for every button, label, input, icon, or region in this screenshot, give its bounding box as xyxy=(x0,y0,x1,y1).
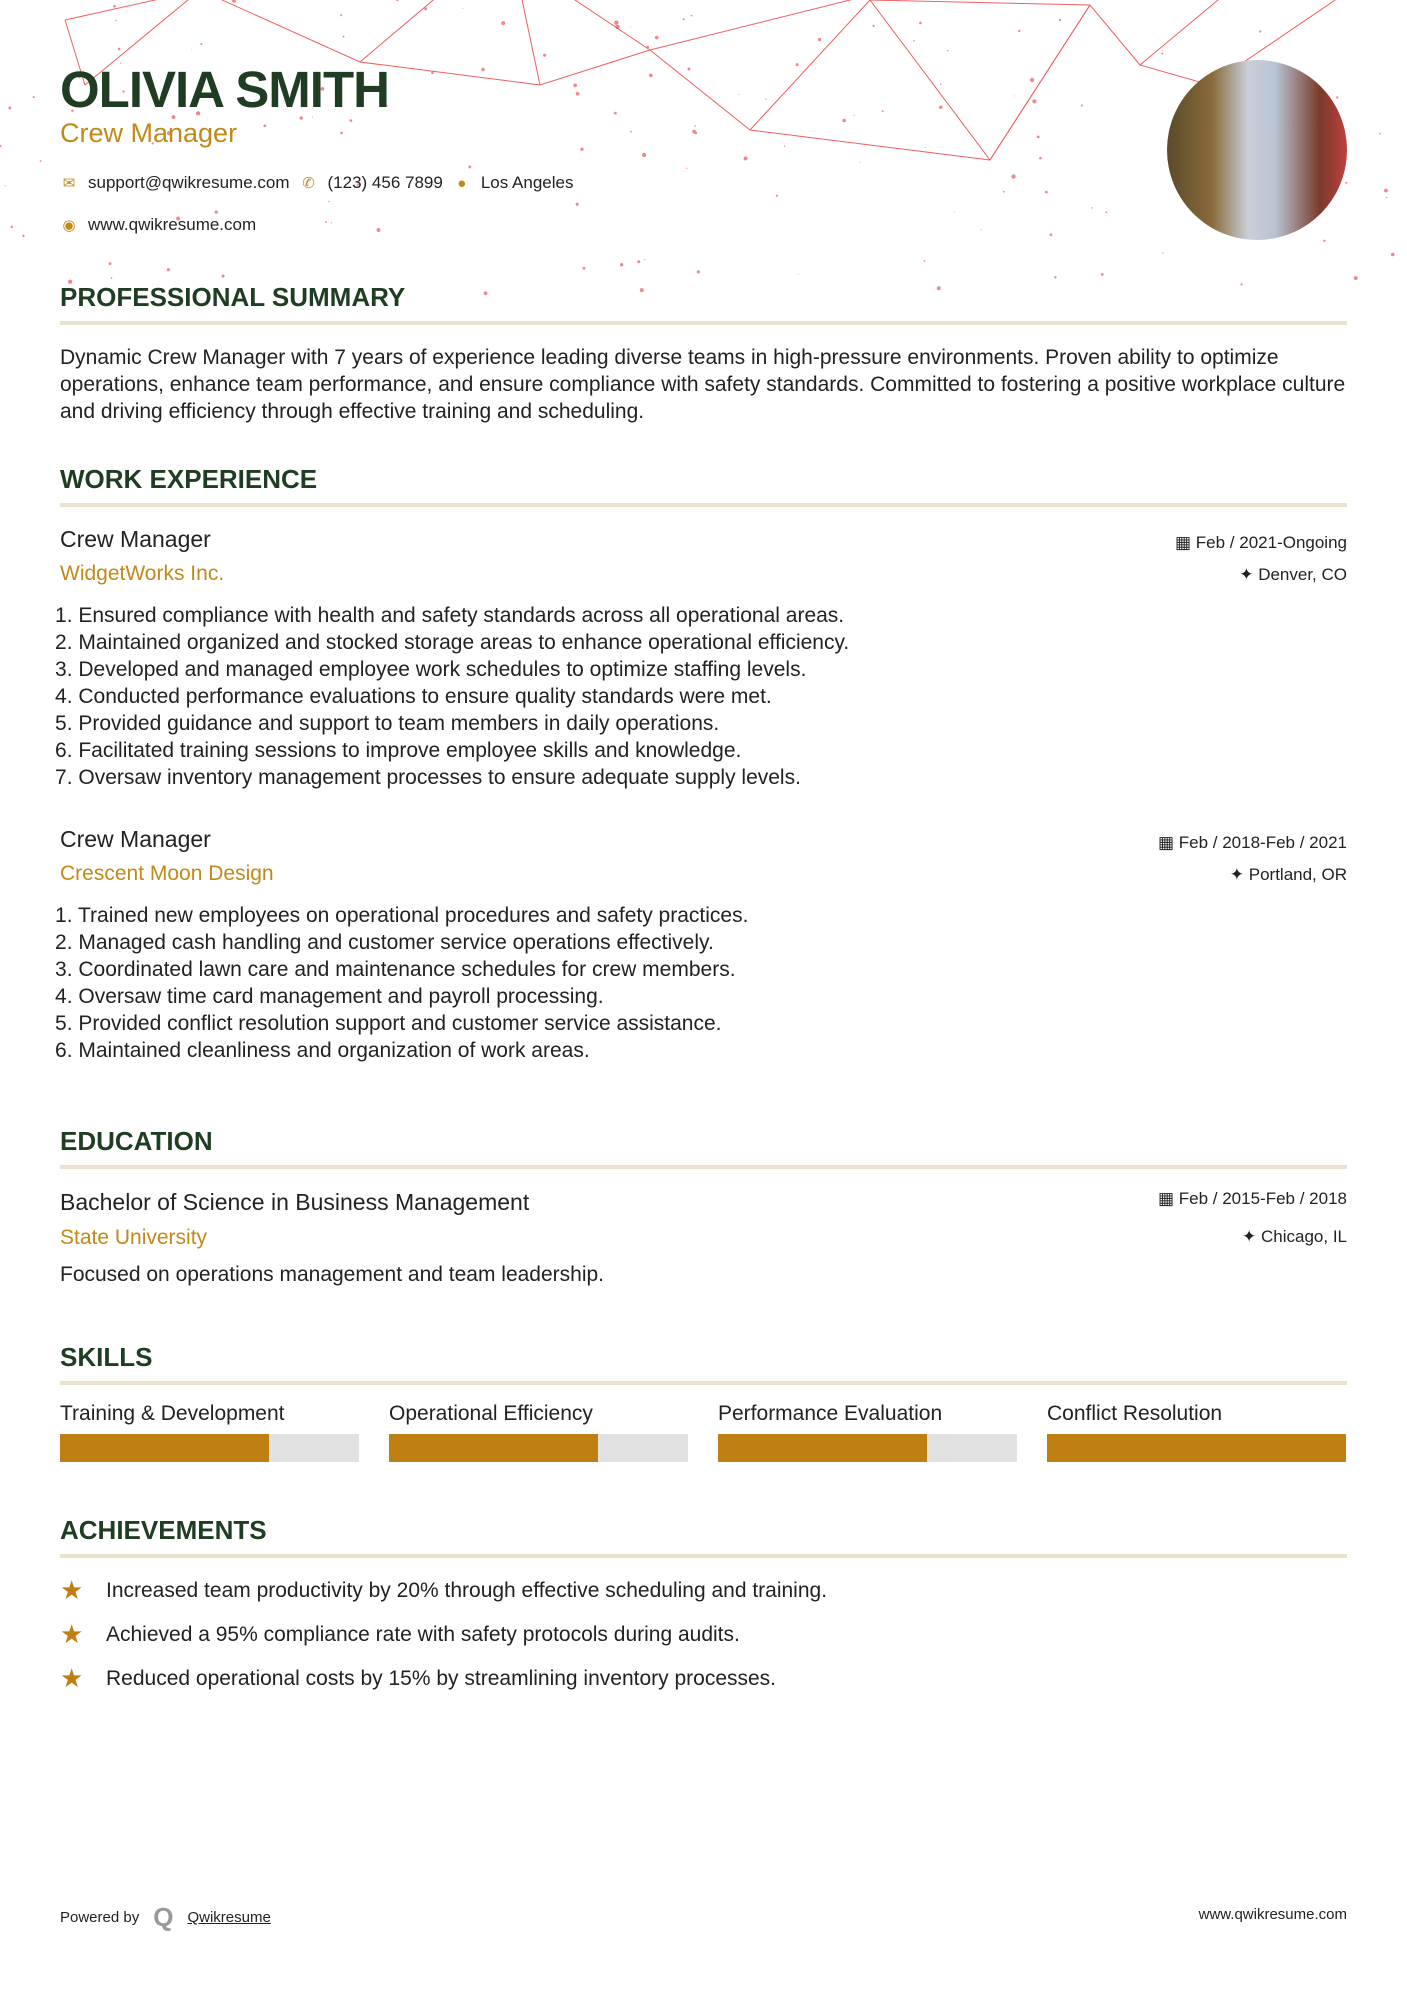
education-dates-text: Feb / 2015-Feb / 2018 xyxy=(1178,1189,1347,1208)
skill-item xyxy=(1047,1402,1346,1462)
network-dot xyxy=(637,260,640,263)
list-item: Coordinated lawn care and maintenance schedules for crew members. xyxy=(78,958,736,981)
network-dot xyxy=(1091,207,1093,209)
network-dot xyxy=(642,153,646,157)
network-dot xyxy=(981,229,982,230)
summary-text: Dynamic Crew Manager with 7 years of experience leading diverse teams in high-pressure environments. Proven ability to optimize operations, enhance team performance, and ensure compliance with safety standards. Committed to fostering a positive workplace culture and driving efficiency through effective training and scheduling. xyxy=(60,346,1346,423)
network-dot xyxy=(644,259,645,260)
network-dot xyxy=(1386,197,1387,198)
network-dot xyxy=(1030,78,1034,82)
website-link[interactable]: www.qwikresume.com xyxy=(88,215,257,234)
network-dot xyxy=(377,228,381,232)
network-dot xyxy=(115,20,116,21)
network-dot xyxy=(939,105,942,108)
network-dot xyxy=(1101,273,1104,276)
education-description: Focused on operations management and team leadership. xyxy=(60,1263,605,1286)
network-dot xyxy=(954,212,955,213)
network-dot xyxy=(191,49,192,50)
calendar-icon: ▦ xyxy=(1157,833,1179,852)
network-dot xyxy=(615,25,619,29)
location-text: Los Angeles xyxy=(480,173,574,192)
list-item: Developed and managed employee work schedules to optimize staffing levels. xyxy=(78,658,807,681)
network-dot xyxy=(649,74,653,78)
website-row xyxy=(60,215,256,235)
star-icon: ★ xyxy=(60,1619,84,1649)
star-icon: ★ xyxy=(60,1663,84,1693)
job-bullets xyxy=(55,902,748,1064)
network-dot xyxy=(647,46,650,49)
network-dot xyxy=(1105,211,1107,213)
network-dot xyxy=(738,94,739,95)
achievement-item xyxy=(60,1663,776,1694)
list-item: Provided guidance and support to team members in daily operations. xyxy=(78,712,720,735)
network-dot xyxy=(1162,252,1163,253)
footer-powered-by xyxy=(60,1902,271,1933)
network-dot xyxy=(215,210,218,213)
network-dot xyxy=(1336,96,1338,98)
education-location xyxy=(1242,1227,1347,1247)
network-dot xyxy=(342,36,344,38)
list-item: Oversaw time card management and payroll processing. xyxy=(78,985,604,1008)
network-dot xyxy=(1003,191,1005,193)
network-dot xyxy=(694,125,696,127)
skill-name: Training & Development xyxy=(60,1402,285,1425)
job-bullets xyxy=(55,602,849,791)
network-dot xyxy=(1081,104,1083,106)
skill-level-fill xyxy=(389,1434,598,1462)
network-dot xyxy=(655,36,659,40)
network-dot xyxy=(331,222,332,223)
list-item: Trained new employees on operational procedures and safety practices. xyxy=(77,904,749,927)
section-heading-achievements: ACHIEVEMENTS xyxy=(60,1515,1347,1558)
pin-icon: ✦ xyxy=(1239,565,1259,584)
job-location-text: Portland, OR xyxy=(1248,865,1347,884)
education-dates xyxy=(1158,1189,1347,1209)
achievement-text: Increased team productivity by 20% through effective scheduling and training. xyxy=(106,1578,828,1602)
network-dot xyxy=(1045,191,1048,194)
network-dot xyxy=(765,98,766,99)
section-heading-skills: SKILLS xyxy=(60,1342,1347,1385)
network-dot xyxy=(913,40,915,42)
network-dot xyxy=(872,25,874,27)
job-location-text: Denver, CO xyxy=(1258,565,1347,584)
network-dot xyxy=(5,185,6,186)
network-dot xyxy=(1054,276,1056,278)
network-dot xyxy=(232,0,236,3)
section-heading-education: EDUCATION xyxy=(60,1126,1347,1169)
job-dates xyxy=(1175,533,1347,553)
skill-name: Operational Efficiency xyxy=(389,1402,593,1425)
network-dot xyxy=(576,92,580,96)
network-dot xyxy=(947,50,949,52)
network-dot xyxy=(263,124,266,127)
network-dot xyxy=(481,68,484,71)
job-dates-text: Feb / 2021-Ongoing xyxy=(1195,533,1347,552)
network-dot xyxy=(1014,96,1015,97)
school-name: State University xyxy=(60,1226,208,1249)
network-dot xyxy=(576,203,579,206)
location-pin-icon: ● xyxy=(457,174,467,192)
network-dot xyxy=(1259,30,1261,32)
network-dot xyxy=(424,7,427,10)
network-dot xyxy=(340,132,343,135)
network-dot xyxy=(40,160,42,162)
skill-item xyxy=(60,1402,359,1462)
network-dot xyxy=(118,48,121,51)
network-dot xyxy=(691,15,693,17)
email-link[interactable]: support@qwikresume.com xyxy=(88,173,290,192)
candidate-title: Crew Manager xyxy=(60,118,238,148)
network-dot xyxy=(1162,50,1163,51)
globe-icon: ◉ xyxy=(62,217,76,234)
network-dot xyxy=(614,112,617,115)
network-dot xyxy=(340,14,342,16)
network-dot xyxy=(22,235,24,237)
network-dot xyxy=(396,0,398,1)
skill-item xyxy=(389,1402,688,1462)
network-dot xyxy=(924,260,926,262)
network-dot xyxy=(796,63,799,66)
network-dot xyxy=(468,166,471,169)
network-dot xyxy=(919,22,922,25)
network-dot xyxy=(697,270,700,273)
job-title: Crew Manager xyxy=(60,826,211,852)
candidate-name: OLIVIA SMITH xyxy=(60,61,389,118)
section-heading-summary: PROFESSIONAL SUMMARY xyxy=(60,282,1347,325)
network-dot xyxy=(350,119,353,122)
network-dot xyxy=(1345,182,1347,184)
network-dot xyxy=(501,21,505,25)
network-dot xyxy=(882,110,884,112)
network-dot xyxy=(743,156,747,160)
footer-website[interactable]: www.qwikresume.com xyxy=(1198,1906,1347,1923)
list-item: Managed cash handling and customer service operations effectively. xyxy=(78,931,714,954)
powered-by-label: Powered by xyxy=(60,1909,140,1926)
achievement-text: Reduced operational costs by 15% by streamlining inventory processes. xyxy=(106,1666,777,1690)
network-dot xyxy=(842,119,846,123)
education-location-text: Chicago, IL xyxy=(1261,1227,1347,1246)
pin-icon: ✦ xyxy=(1229,865,1249,884)
job-dates xyxy=(1158,833,1347,853)
network-dot xyxy=(683,18,685,20)
network-dot xyxy=(854,115,855,116)
network-dot xyxy=(630,131,632,133)
network-dot xyxy=(1323,240,1325,242)
network-dot xyxy=(687,67,690,70)
network-dot xyxy=(328,201,329,202)
network-dot xyxy=(1379,133,1381,135)
network-dot xyxy=(630,27,631,28)
network-dot xyxy=(580,148,583,151)
network-dot xyxy=(818,38,821,41)
job-company: WidgetWorks Inc. xyxy=(60,562,225,585)
network-dot xyxy=(1391,253,1395,257)
list-item: Conducted performance evaluations to ensure quality standards were met. xyxy=(78,685,772,708)
skill-item xyxy=(718,1402,1017,1462)
skill-level-bar xyxy=(60,1434,359,1462)
network-dot xyxy=(686,168,687,169)
star-icon: ★ xyxy=(60,1575,84,1605)
contact-row xyxy=(60,173,573,193)
network-dot xyxy=(1037,135,1040,138)
network-dot xyxy=(1032,99,1036,103)
network-dot xyxy=(940,84,941,85)
skills-list xyxy=(60,1402,1346,1462)
network-dot xyxy=(113,5,116,8)
network-dot xyxy=(620,263,623,266)
network-dot xyxy=(1354,276,1358,280)
list-item: Ensured compliance with health and safety standards across all operational areas. xyxy=(78,604,845,627)
list-item: Oversaw inventory management processes to ensure adequate supply levels. xyxy=(78,766,801,789)
job-company: Crescent Moon Design xyxy=(60,862,274,885)
job-location xyxy=(1239,565,1347,585)
network-dot xyxy=(694,132,697,135)
phone-text: (123) 456 7899 xyxy=(327,173,443,192)
degree-title: Bachelor of Science in Business Management xyxy=(60,1189,530,1215)
calendar-icon: ▦ xyxy=(1157,1189,1179,1208)
qwikresume-link[interactable]: Qwikresume xyxy=(187,1909,271,1926)
skill-level-fill xyxy=(60,1434,269,1462)
network-dot xyxy=(614,20,618,24)
network-dot xyxy=(925,147,926,148)
skill-level-fill xyxy=(1047,1434,1346,1462)
network-dot xyxy=(1384,189,1388,193)
network-dot xyxy=(109,262,112,265)
job-title: Crew Manager xyxy=(60,526,211,552)
network-dot xyxy=(776,195,778,197)
job-location xyxy=(1230,865,1347,885)
network-dot xyxy=(1050,233,1053,236)
achievement-text: Achieved a 95% compliance rate with safety protocols during audits. xyxy=(106,1622,740,1646)
skill-level-bar xyxy=(718,1434,1017,1462)
network-dot xyxy=(859,162,860,163)
network-dot xyxy=(167,268,170,271)
skill-level-fill xyxy=(718,1434,927,1462)
skill-level-bar xyxy=(389,1434,688,1462)
network-dot xyxy=(573,84,577,88)
network-dot xyxy=(222,275,225,278)
network-dot xyxy=(11,226,13,228)
network-dot xyxy=(1161,52,1163,54)
network-dot xyxy=(8,106,11,109)
achievement-item xyxy=(60,1619,740,1650)
network-dot xyxy=(1059,19,1061,21)
job-dates-text: Feb / 2018-Feb / 2021 xyxy=(1178,833,1347,852)
list-item: Maintained organized and stocked storage areas to enhance operational efficiency. xyxy=(78,631,850,654)
achievement-item xyxy=(60,1575,827,1606)
profile-photo xyxy=(1167,60,1347,240)
section-heading-experience: WORK EXPERIENCE xyxy=(60,464,1347,507)
network-dot xyxy=(1011,174,1015,178)
calendar-icon: ▦ xyxy=(1174,533,1196,552)
network-dot xyxy=(325,221,327,223)
list-item: Facilitated training sessions to improve employee skills and knowledge. xyxy=(78,739,742,762)
network-dot xyxy=(111,277,113,279)
network-dot xyxy=(1039,157,1042,160)
list-item: Provided conflict resolution support and customer service assistance. xyxy=(78,1012,722,1035)
network-dot xyxy=(543,54,546,57)
network-dot xyxy=(583,267,586,270)
envelope-icon: ✉ xyxy=(62,175,76,192)
network-dot xyxy=(0,145,1,147)
phone-icon: ✆ xyxy=(302,175,315,192)
qwikresume-logo-icon: Q xyxy=(153,1902,174,1932)
skill-level-bar xyxy=(1047,1434,1346,1462)
network-dot xyxy=(784,145,785,146)
network-dot xyxy=(33,96,35,98)
list-item: Maintained cleanliness and organization of work areas. xyxy=(78,1039,590,1062)
pin-icon: ✦ xyxy=(1242,1227,1261,1246)
network-dot xyxy=(798,274,799,275)
network-dot xyxy=(462,8,463,9)
skill-name: Conflict Resolution xyxy=(1047,1402,1223,1425)
network-dot xyxy=(200,43,202,45)
skill-name: Performance Evaluation xyxy=(718,1402,943,1425)
network-dot xyxy=(431,71,434,74)
network-dot xyxy=(1018,30,1020,32)
